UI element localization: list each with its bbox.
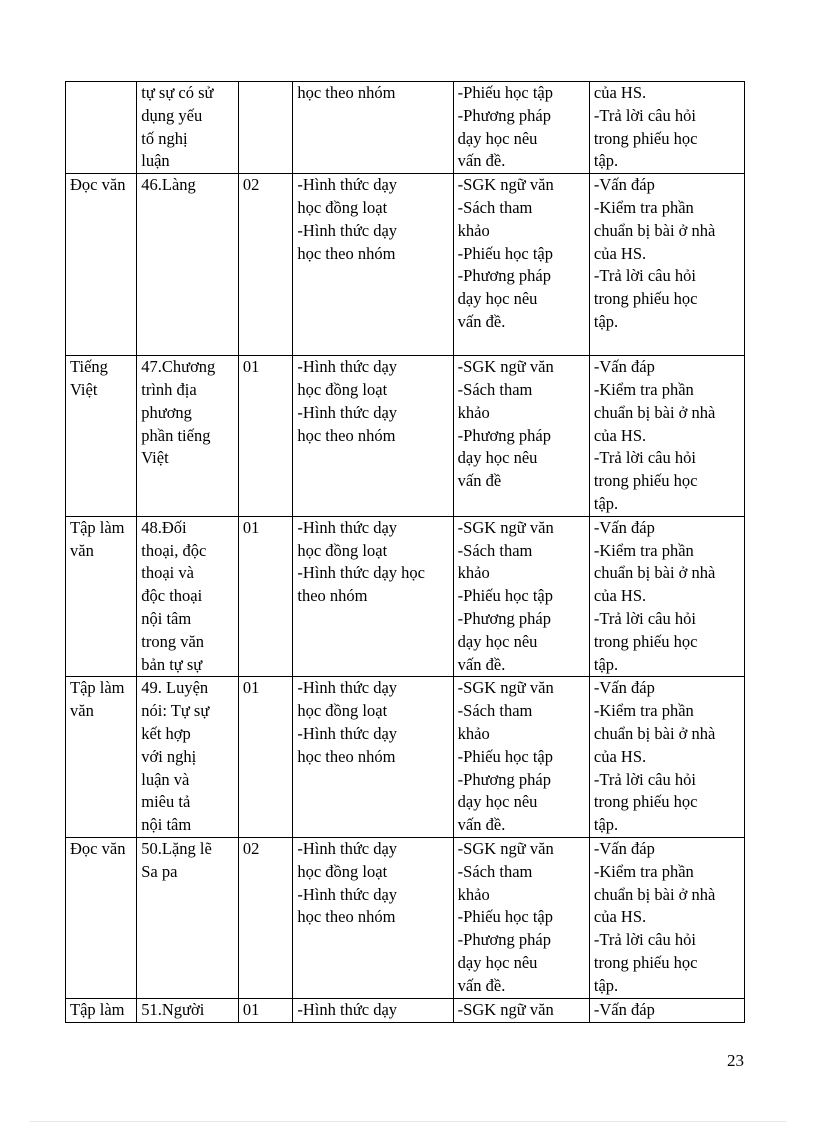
assessment-line: -Trả lời câu hỏi xyxy=(593,105,696,125)
assessment-line: -Trả lời câu hỏi xyxy=(593,266,696,286)
assessment-line: -Vấn đáp xyxy=(593,517,655,537)
page-bottom-divider xyxy=(30,1121,786,1122)
materials-line: khảo xyxy=(457,220,490,240)
materials-line: -Phương pháp xyxy=(457,425,551,445)
materials-line: -Phương pháp xyxy=(457,930,551,950)
method-line: học theo nhóm xyxy=(297,243,396,263)
subject-line: Đọc văn xyxy=(70,175,126,195)
materials-line: vấn đề. xyxy=(457,151,506,171)
lesson-line: với nghị xyxy=(141,746,197,766)
lesson-line: luận và xyxy=(141,769,190,789)
method-cell xyxy=(293,82,453,174)
subject-line: Tiếng xyxy=(70,357,108,377)
periods-cell xyxy=(238,516,292,677)
materials-cell xyxy=(453,82,589,174)
assessment-line: tập. xyxy=(593,311,619,331)
lesson-line: dụng yếu xyxy=(141,105,203,125)
materials-line: dạy học nêu xyxy=(457,128,538,148)
lesson-line: 48.Đối xyxy=(141,517,187,537)
materials-line: vấn đề. xyxy=(457,654,506,674)
assessment-line: -Vấn đáp xyxy=(593,999,655,1019)
assessment-line: của HS. xyxy=(593,425,647,445)
materials-line: dạy học nêu xyxy=(457,792,538,812)
materials-line: -SGK ngữ văn xyxy=(457,357,554,377)
assessment-line: chuẩn bị bài ở nhà xyxy=(593,723,716,743)
assessment-cell xyxy=(589,998,744,1022)
method-line: -Hình thức dạy xyxy=(297,838,398,858)
materials-cell xyxy=(453,837,589,998)
periods-cell xyxy=(238,998,292,1022)
materials-line: -Sách tham xyxy=(457,861,533,881)
page-number: 23 xyxy=(727,1051,744,1070)
table-row xyxy=(66,677,745,838)
assessment-line: trong phiếu học xyxy=(593,289,698,309)
assessment-line: của HS. xyxy=(593,243,647,263)
lesson-line: nội tâm xyxy=(141,608,192,628)
method-cell xyxy=(293,516,453,677)
method-line: học theo nhóm xyxy=(297,83,396,102)
assessment-line: -Vấn đáp xyxy=(593,175,655,195)
lesson-line: trong văn xyxy=(141,631,205,651)
table-row xyxy=(66,174,745,356)
assessment-line: -Trả lời câu hỏi xyxy=(593,769,696,789)
assessment-line: chuẩn bị bài ở nhà xyxy=(593,884,716,904)
assessment-line: chuẩn bị bài ở nhà xyxy=(593,220,716,240)
periods-cell xyxy=(238,677,292,838)
materials-line: -Phương pháp xyxy=(457,769,551,789)
assessment-line: -Kiểm tra phần xyxy=(593,861,694,881)
table-row xyxy=(66,356,745,517)
lesson-line: 49. Luyện xyxy=(141,678,209,698)
materials-line: -Phiếu học tập xyxy=(457,586,553,606)
assessment-line: trong phiếu học xyxy=(593,128,698,148)
method-line: -Hình thức dạy xyxy=(297,999,398,1019)
lesson-line: kết hợp xyxy=(141,723,191,743)
assessment-line: -Vấn đáp xyxy=(593,678,655,698)
lesson-line: 46.Làng xyxy=(141,175,196,195)
method-line: học theo nhóm xyxy=(297,907,396,927)
assessment-line: tập. xyxy=(593,151,619,171)
lesson-line: độc thoại xyxy=(141,586,203,606)
periods-cell xyxy=(238,837,292,998)
method-line: -Hình thức dạy xyxy=(297,175,398,195)
materials-line: -SGK ngữ văn xyxy=(457,678,554,698)
periods-cell xyxy=(238,356,292,517)
lesson-cell xyxy=(137,837,239,998)
table-row xyxy=(66,516,745,677)
subject-line: văn xyxy=(70,540,94,560)
lesson-line: 47.Chương xyxy=(141,357,216,377)
subject-line: Tập làm xyxy=(70,517,125,537)
subject-cell xyxy=(66,356,137,517)
method-line: -Hình thức dạy xyxy=(297,678,398,698)
materials-line: -Phương pháp xyxy=(457,608,551,628)
materials-line: dạy học nêu xyxy=(457,289,538,309)
assessment-line: trong phiếu học xyxy=(593,792,698,812)
lesson-line: tố nghị xyxy=(141,128,188,148)
method-line: học đồng loạt xyxy=(297,197,388,217)
materials-line: -SGK ngữ văn xyxy=(457,999,554,1019)
materials-line: khảo xyxy=(457,884,490,904)
assessment-line: trong phiếu học xyxy=(593,952,698,972)
method-line: -Hình thức dạy xyxy=(297,220,398,240)
materials-line: -Sách tham xyxy=(457,540,533,560)
subject-cell xyxy=(66,174,137,356)
materials-line: -Phiếu học tập xyxy=(457,83,553,102)
materials-line: khảo xyxy=(457,563,490,583)
subject-line: Việt xyxy=(70,379,98,399)
method-line: học đồng loạt xyxy=(297,861,388,881)
materials-line: dạy học nêu xyxy=(457,952,538,972)
subject-cell xyxy=(66,82,137,174)
subject-line: Tập làm xyxy=(70,999,125,1019)
lesson-cell xyxy=(137,677,239,838)
assessment-line: -Kiểm tra phần xyxy=(593,701,694,721)
lesson-line: phần tiếng xyxy=(141,425,211,445)
lesson-line: thoại, độc xyxy=(141,540,207,560)
lesson-line: luận xyxy=(141,151,170,171)
lesson-cell xyxy=(137,82,239,174)
method-line: -Hình thức dạy xyxy=(297,723,398,743)
assessment-line: trong phiếu học xyxy=(593,631,698,651)
assessment-line: -Trả lời câu hỏi xyxy=(593,930,696,950)
table-row xyxy=(66,82,745,174)
periods-line: 01 xyxy=(242,999,260,1019)
lesson-line: trình địa xyxy=(141,379,197,399)
method-line: học đồng loạt xyxy=(297,701,388,721)
assessment-cell xyxy=(589,174,744,356)
assessment-line: của HS. xyxy=(593,907,647,927)
assessment-line: -Trả lời câu hỏi xyxy=(593,448,696,468)
assessment-line: tập. xyxy=(593,975,619,995)
materials-cell xyxy=(453,174,589,356)
periods-line: 01 xyxy=(242,357,260,377)
materials-line: -Phương pháp xyxy=(457,266,551,286)
method-cell xyxy=(293,837,453,998)
materials-cell xyxy=(453,356,589,517)
method-cell xyxy=(293,677,453,838)
assessment-line: trong phiếu học xyxy=(593,471,698,491)
lesson-line: Sa pa xyxy=(141,861,178,881)
subject-cell xyxy=(66,677,137,838)
lesson-line: 51.Người xyxy=(141,999,205,1019)
materials-line: dạy học nêu xyxy=(457,631,538,651)
subject-cell xyxy=(66,998,137,1022)
assessment-line: tập. xyxy=(593,493,619,513)
assessment-line: tập. xyxy=(593,815,619,835)
method-cell xyxy=(293,174,453,356)
materials-line: -SGK ngữ văn xyxy=(457,517,554,537)
materials-cell xyxy=(453,677,589,838)
lesson-cell xyxy=(137,998,239,1022)
lesson-line: bản tự sự xyxy=(141,654,203,674)
assessment-cell xyxy=(589,677,744,838)
materials-line: -Phiếu học tập xyxy=(457,746,553,766)
lesson-line: nội tâm xyxy=(141,815,192,835)
materials-line: vấn đề. xyxy=(457,311,506,331)
materials-line: -Sách tham xyxy=(457,197,533,217)
method-line: học theo nhóm xyxy=(297,425,396,445)
lesson-plan-body xyxy=(66,82,745,1023)
subject-line: Đọc văn xyxy=(70,838,126,858)
materials-line: -SGK ngữ văn xyxy=(457,175,554,195)
lesson-line: miêu tả xyxy=(141,792,191,812)
assessment-line: -Kiểm tra phần xyxy=(593,379,694,399)
lesson-line: tự sự có sử xyxy=(141,83,214,102)
method-cell xyxy=(293,998,453,1022)
materials-line: khảo xyxy=(457,723,490,743)
method-line: -Hình thức dạy xyxy=(297,517,398,537)
assessment-line: -Trả lời câu hỏi xyxy=(593,608,696,628)
method-cell xyxy=(293,356,453,517)
subject-cell xyxy=(66,516,137,677)
subject-line: văn xyxy=(70,701,94,721)
materials-line: vấn đề. xyxy=(457,975,506,995)
assessment-cell xyxy=(589,516,744,677)
method-line: theo nhóm xyxy=(297,586,368,606)
subject-line: Tập làm xyxy=(70,678,125,698)
materials-line: vấn đề xyxy=(457,471,502,491)
assessment-line: -Vấn đáp xyxy=(593,357,655,377)
table-row xyxy=(66,837,745,998)
lesson-cell xyxy=(137,516,239,677)
materials-line: -Phiếu học tập xyxy=(457,907,553,927)
method-line: -Hình thức dạy xyxy=(297,402,398,422)
periods-line: 01 xyxy=(242,678,260,698)
lesson-plan-table xyxy=(65,81,745,1023)
materials-line: -Sách tham xyxy=(457,379,533,399)
periods-cell xyxy=(238,174,292,356)
assessment-cell xyxy=(589,356,744,517)
periods-line: 02 xyxy=(242,838,260,858)
assessment-line: của HS. xyxy=(593,586,647,606)
lesson-cell xyxy=(137,356,239,517)
assessment-line: chuẩn bị bài ở nhà xyxy=(593,563,716,583)
lesson-line: phương xyxy=(141,402,192,422)
subject-cell xyxy=(66,837,137,998)
assessment-cell xyxy=(589,837,744,998)
lesson-cell xyxy=(137,174,239,356)
method-line: -Hình thức dạy học xyxy=(297,563,425,583)
assessment-line: tập. xyxy=(593,654,619,674)
assessment-line: -Kiểm tra phần xyxy=(593,540,694,560)
method-line: học theo nhóm xyxy=(297,746,396,766)
assessment-line: của HS. xyxy=(593,746,647,766)
assessment-line: -Vấn đáp xyxy=(593,838,655,858)
method-line: -Hình thức dạy xyxy=(297,884,398,904)
method-line: -Hình thức dạy xyxy=(297,357,398,377)
materials-line: -Phương pháp xyxy=(457,105,551,125)
assessment-line: -Kiểm tra phần xyxy=(593,197,694,217)
materials-line: -Phiếu học tập xyxy=(457,243,553,263)
materials-line: khảo xyxy=(457,402,490,422)
assessment-cell xyxy=(589,82,744,174)
materials-cell xyxy=(453,998,589,1022)
materials-line: -Sách tham xyxy=(457,701,533,721)
lesson-line: thoại và xyxy=(141,563,194,583)
method-line: học đồng loạt xyxy=(297,379,388,399)
materials-line: -SGK ngữ văn xyxy=(457,838,554,858)
lesson-line: 50.Lặng lẽ xyxy=(141,838,212,858)
periods-line: 02 xyxy=(242,175,260,195)
materials-cell xyxy=(453,516,589,677)
periods-line: 01 xyxy=(242,517,260,537)
materials-line: dạy học nêu xyxy=(457,448,538,468)
materials-line: vấn đề. xyxy=(457,815,506,835)
periods-cell xyxy=(238,82,292,174)
assessment-line: của HS. xyxy=(593,83,647,102)
lesson-line: Việt xyxy=(141,448,169,468)
assessment-line: chuẩn bị bài ở nhà xyxy=(593,402,716,422)
table-row xyxy=(66,998,745,1022)
lesson-line: nói: Tự sự xyxy=(141,701,210,721)
method-line: học đồng loạt xyxy=(297,540,388,560)
